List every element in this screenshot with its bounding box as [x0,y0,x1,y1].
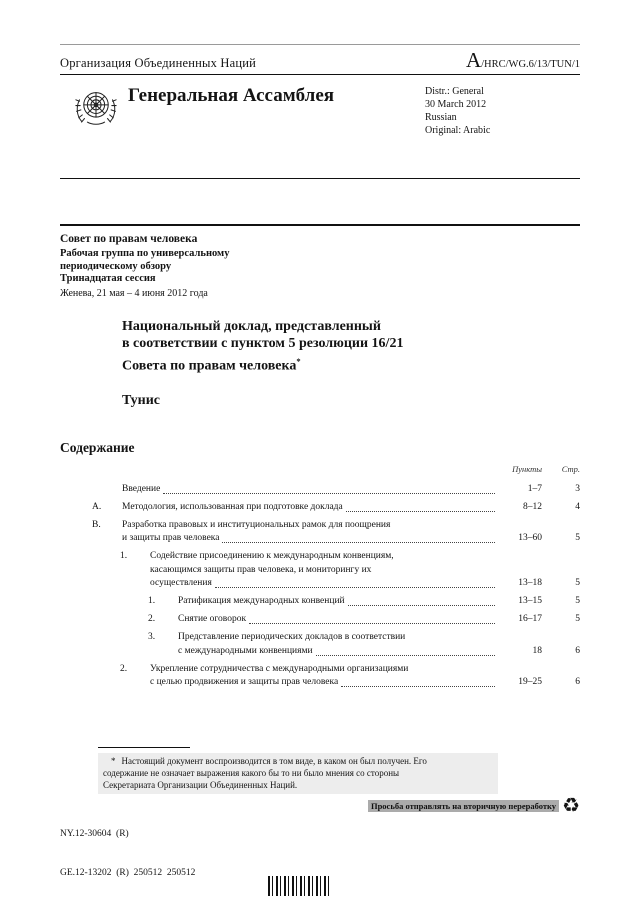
toc-leader-dots [341,686,495,687]
un-emblem-icon [73,84,119,135]
footnote [98,753,498,794]
toc-leader-dots [249,623,495,624]
toc-entry-page: 6 [575,677,580,688]
toc-leader-dots [346,511,495,512]
doc-symbol [466,50,580,71]
toc-leader-dots [222,542,495,543]
session-name: Тринадцатая сессия [60,273,156,284]
toc-entry-paragraphs: 19–25 [518,677,542,688]
toc-entry-text: Разработка правовых и институциональных рамок для поощрения [122,519,391,530]
toc-entry-number: 1. [148,596,156,607]
toc-entry [60,663,580,690]
toc-entry-page: 5 [575,533,580,544]
session-venue: Женева, 21 мая – 4 июня 2012 года [60,287,208,299]
distr-line: Distr.: General [425,86,484,97]
toc-entry-page: 5 [575,596,580,607]
toc-body [60,483,580,690]
report-title-line: в соответствии с пунктом 5 резолюции 16/21 [122,336,404,351]
document-codes [60,802,195,905]
toc-entry-page: 5 [575,614,580,625]
toc-entry-text: Ратификация международных конвенций [178,596,345,607]
recycle-icon: ♻ [562,794,580,817]
footnote-marker: * [111,755,116,766]
toc-entry-text: Укрепление сотрудничества с международными организациями [150,663,409,674]
report-title [122,318,580,375]
report-title-line: Национальный доклад, представленный [122,318,381,334]
toc-entry-number: B. [92,519,101,530]
toc-entry [60,519,580,546]
document-header [60,45,580,75]
toc-entry-number: A. [92,501,102,512]
toc-entry-text: Представление периодических докладов в соответствии [178,632,406,643]
toc-entry-number: 3. [148,632,156,643]
doc-symbol-suffix: /HRC/WG.6/13/TUN/1 [481,59,580,70]
toc-entry-text: и защиты прав человека [122,533,220,544]
doc-symbol-letter: A [465,48,482,72]
recycle-notice [368,796,580,816]
toc-entry [60,550,580,591]
toc-entry-text: осуществления [150,578,212,589]
toc-entry [60,501,580,515]
toc-entry-page: 3 [575,483,580,494]
recycle-text: Просьба отправлять на вторичную переработку [368,800,559,812]
toc-entry-number: 2. [120,663,128,674]
toc-entry-page: 5 [575,578,580,589]
distribution-block [425,84,580,137]
report-title-line: Совета по правам человека* [122,355,301,374]
toc-entry-paragraphs: 13–18 [518,578,542,589]
toc-entry [60,631,580,658]
toc-entry-text: с целью продвижения и защиты прав человека [150,677,339,688]
toc-entry-paragraphs: 16–17 [518,614,542,625]
toc-entry-page: 6 [575,645,580,656]
toc-leader-dots [348,605,495,606]
toc-entry-paragraphs: 13–60 [518,533,542,544]
toc-entry-paragraphs: 1–7 [527,483,542,494]
toc-entry [60,613,580,627]
toc-heading: Содержание [60,439,135,455]
toc-column-headers [60,464,580,474]
council-name: Совет по правам человека [60,233,198,245]
toc-entry-paragraphs: 18 [532,645,542,656]
toc-leader-dots [215,587,495,588]
footnote-line: Секретариата Организации Объединенных Наций. [103,780,298,791]
toc-entry-text: Введение [122,483,161,494]
toc-entry-text: Методология, использованная при подготовке доклада [122,501,343,512]
toc-entry [60,483,580,497]
toc-col-page: Стр. [561,463,580,474]
toc-entry-paragraphs: 13–15 [518,596,542,607]
footnote-reference: * [296,355,301,366]
masthead [60,75,580,179]
code-line-ny: NY.12-30604 (R) [60,828,129,839]
working-group-line: периодическому обзору [60,260,172,272]
thick-rule [60,179,580,226]
footnote-line: * Настоящий документ воспроизводится в том виде, в каком он был получен. Его [111,755,427,766]
toc-entry-number: 2. [148,614,156,625]
toc-entry-number: 1. [120,551,128,562]
code-line-ge: GE.12-13202 (R) 250512 250512 [60,867,196,878]
toc-entry-text: с международными конвенциями [178,645,313,656]
assembly-title: Генеральная Ассамблея [128,85,335,106]
toc-entry [60,595,580,609]
footnote-line: содержание не означает выражения какого бы то ни было мнения со стороны [103,767,400,778]
toc-entry-paragraphs: 8–12 [523,501,542,512]
toc-leader-dots [163,493,495,494]
toc-entry-text: Снятие оговорок [178,614,247,625]
toc-leader-dots [316,655,495,656]
distr-language: Russian [425,112,457,123]
toc-entry-page: 4 [575,501,580,512]
barcode [268,876,332,896]
org-name: Организация Объединенных Наций [60,56,257,70]
footnote-separator [98,747,190,748]
working-group-line: Рабочая группа по универсальному [60,248,230,259]
distr-date: 30 March 2012 [425,99,487,110]
session-block [60,233,580,299]
distr-original: Original: Arabic [425,125,491,136]
toc-entry-text: Содействие присоединению к международным конвенциям, [150,551,394,562]
toc-entry-text: касающимся защиты прав человека, и мониторингу их [150,564,372,575]
country-name: Тунис [122,392,160,408]
toc-col-paragraphs: Пункты [512,463,542,474]
